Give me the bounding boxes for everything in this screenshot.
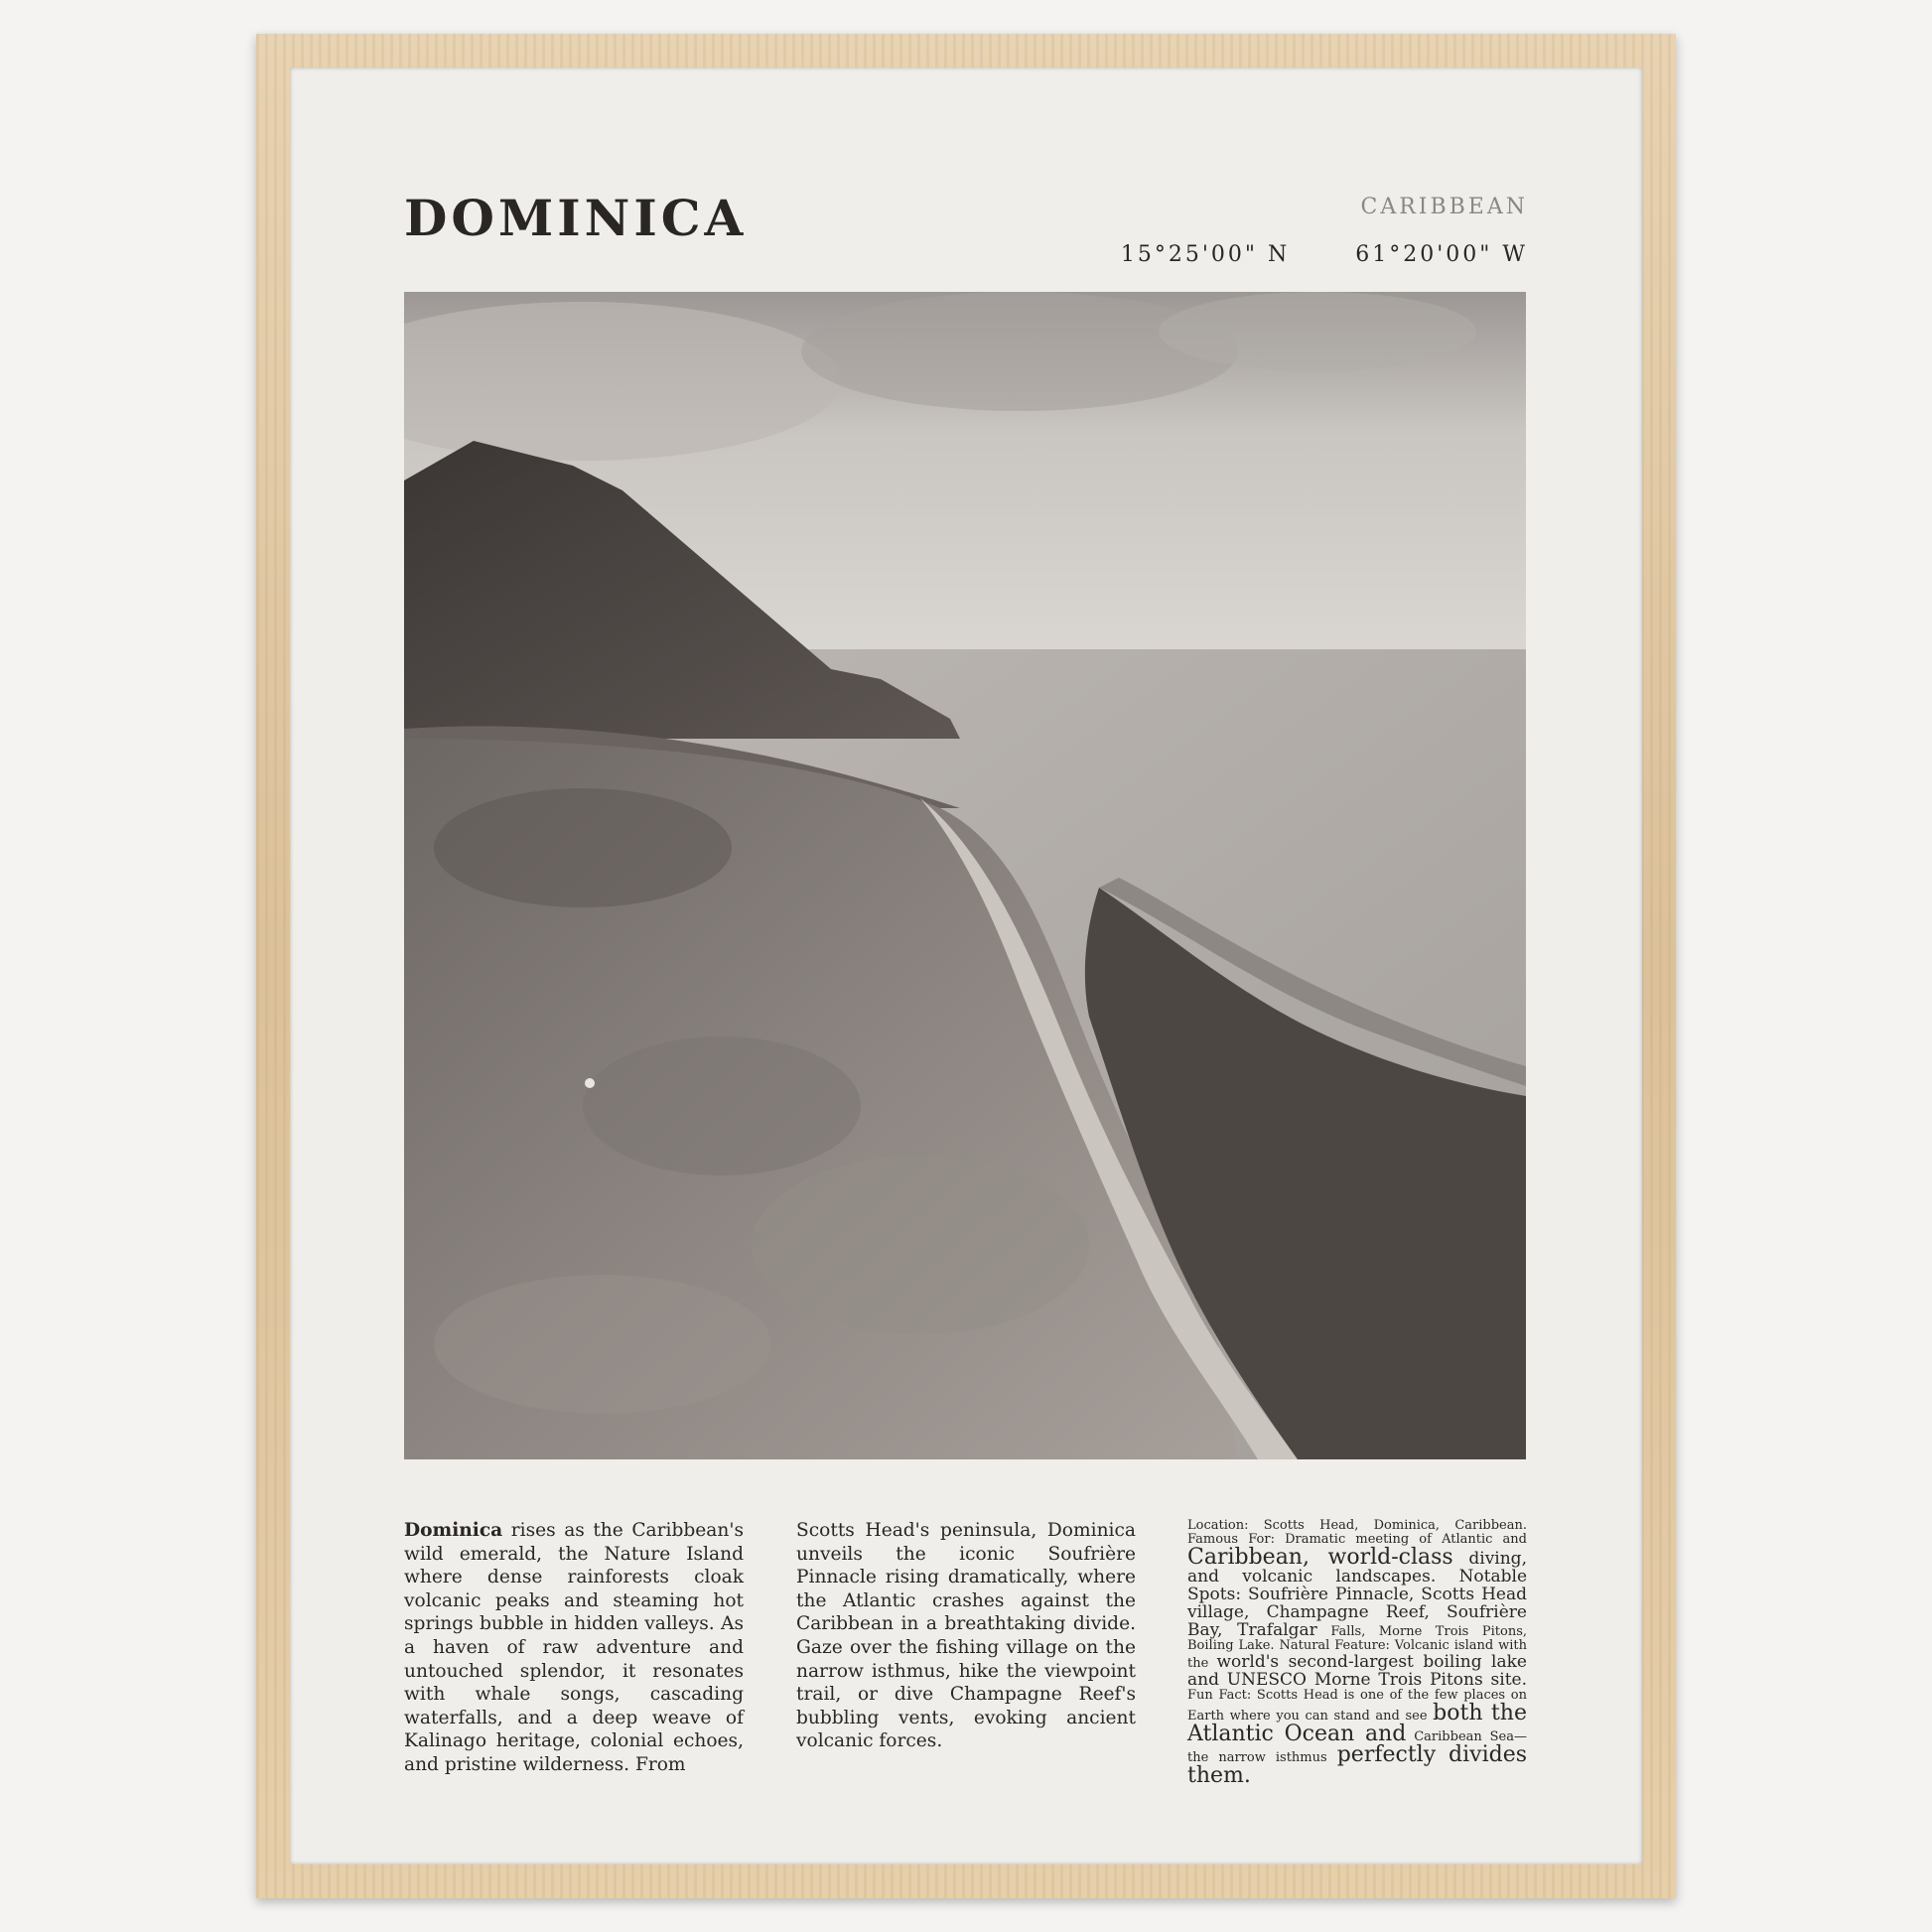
facts-isthmus: Caribbean Sea—the narrow isthmus bbox=[1187, 1729, 1527, 1765]
region-label: CARIBBEAN bbox=[1360, 195, 1528, 219]
facts-highlight-3: perfectly divides them. bbox=[1187, 1742, 1527, 1788]
poster-mat bbox=[290, 68, 1642, 1864]
wood-frame bbox=[256, 34, 1676, 1898]
description-column-2 bbox=[796, 1519, 1136, 1753]
facts-unesco: world's second-largest boiling lake and UNESCO Morne Trois Pitons site. bbox=[1187, 1652, 1527, 1690]
facts-natural: Falls, Morne Trois Pitons, Boiling Lake. Natural Feature: Volcanic island with the bbox=[1187, 1624, 1528, 1671]
description-column-1 bbox=[404, 1519, 744, 1777]
longitude: 61°20'00" W bbox=[1355, 242, 1528, 267]
description-text-2: Scotts Head's peninsula, Dominica unveils the iconic Soufrière Pinnacle rising dramatically, where the Atlantic crashes against the Caribbean in a breathtaking divide. Gaze over the fishing village on the narrow isthmus, hike the viewpoint trail, or dive Champagne Reef's bubbling vents, evoking ancient volcanic forces. bbox=[796, 1520, 1136, 1752]
facts-column bbox=[1187, 1519, 1527, 1786]
facts-spots: diving, and volcanic landscapes. Notable Spots: Soufrière Pinnacle, Scotts Head village, Champagne Reef, Soufrière Bay, Trafalgar bbox=[1187, 1549, 1527, 1640]
coordinates bbox=[1121, 242, 1528, 267]
facts-highlight-1: Caribbean, world-class bbox=[1187, 1545, 1453, 1570]
poster-title: DOMINICA bbox=[404, 189, 748, 247]
facts-fun: Fun Fact: Scotts Head is one of the few places on Earth where you can stand and see bbox=[1187, 1688, 1527, 1724]
photo-illustration bbox=[404, 292, 1526, 1459]
description-text-1: rises as the Caribbean's wild emerald, the Nature Island where dense rainforests cloak volcanic peaks and steaming hot springs bubble in hidden valleys. As a haven of raw adventure and untouched splendor, it resonates with whale songs, cascading waterfalls, and a deep weave of Kalinago heritage, colonial echoes, and pristine wilderness. From bbox=[404, 1520, 744, 1775]
lead-word: Dominica bbox=[404, 1520, 503, 1541]
facts-location: Location: Scotts Head, Dominica, Caribbean. Famous For: Dramatic meeting of Atlantic and bbox=[1187, 1518, 1527, 1547]
latitude: 15°25'00" N bbox=[1120, 242, 1291, 267]
landscape-photo bbox=[404, 292, 1526, 1459]
facts-highlight-2: both the Atlantic Ocean and bbox=[1187, 1701, 1527, 1746]
